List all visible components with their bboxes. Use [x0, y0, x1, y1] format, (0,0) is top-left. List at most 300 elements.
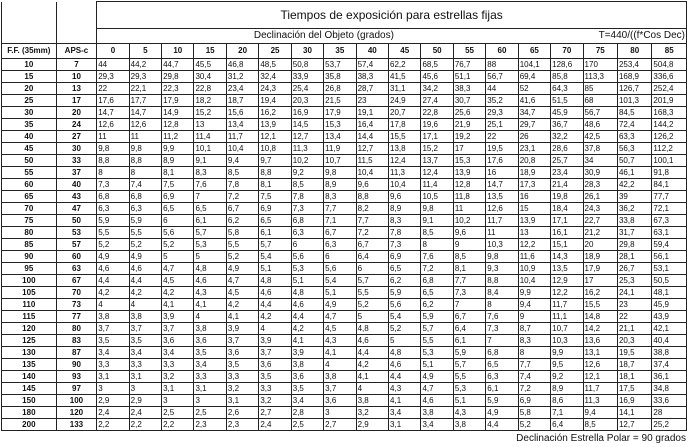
exposure-time-cell: 11 [97, 131, 129, 143]
exposure-time-cell: 18,7 [617, 359, 651, 371]
exposure-time-cell: 9,3 [486, 263, 518, 275]
aps-focal-length: 120 [56, 407, 97, 419]
exposure-time-cell: 4,4 [129, 275, 161, 287]
ff-focal-length: 200 [2, 419, 57, 431]
corner-cell [2, 2, 57, 29]
declination-header: 25 [259, 44, 291, 59]
exposure-time-cell: 4,1 [226, 311, 258, 323]
exposure-time-cell: 4,4 [259, 299, 291, 311]
ff-focal-length: 70 [2, 203, 57, 215]
exposure-time-cell: 5,9 [97, 215, 129, 227]
exposure-time-cell: 11,2 [162, 131, 194, 143]
footer-note: Declinación Estrella Polar = 90 grados [516, 433, 686, 444]
exposure-time-cell: 14,2 [583, 323, 617, 335]
exposure-time-cell: 31,2 [226, 71, 258, 83]
exposure-time-cell: 33,8 [617, 215, 651, 227]
exposure-time-cell: 4,1 [356, 371, 388, 383]
exposure-time-cell: 17,6 [97, 95, 129, 107]
exposure-time-cell: 4,5 [162, 275, 194, 287]
exposure-time-cell: 2,4 [97, 407, 129, 419]
exposure-time-cell: 3,5 [194, 347, 226, 359]
exposure-time-cell: 4,1 [389, 395, 421, 407]
exposure-time-cell: 10,7 [551, 323, 583, 335]
exposure-time-cell: 34,7 [518, 107, 550, 119]
exposure-time-cell: 504,8 [652, 59, 687, 71]
exposure-time-cell: 22 [617, 311, 651, 323]
exposure-time-cell: 11,3 [389, 167, 421, 179]
exposure-time-cell: 17,3 [518, 179, 550, 191]
exposure-time-cell: 7,8 [226, 179, 258, 191]
exposure-time-cell: 13,9 [453, 167, 485, 179]
exposure-time-cell: 21,4 [551, 179, 583, 191]
exposure-time-cell: 56,1 [652, 251, 687, 263]
exposure-time-cell: 62,2 [389, 59, 421, 71]
exposure-time-cell: 5,2 [356, 299, 388, 311]
exposure-time-cell: 21,2 [583, 227, 617, 239]
exposure-time-cell: 11,7 [226, 131, 258, 143]
exposure-time-cell: 6,3 [97, 203, 129, 215]
exposure-time-cell: 6,3 [486, 371, 518, 383]
exposure-time-cell: 48,5 [259, 59, 291, 71]
exposure-time-cell: 17,9 [162, 95, 194, 107]
exposure-time-cell: 4,3 [194, 287, 226, 299]
exposure-time-cell: 126,2 [652, 131, 687, 143]
exposure-time-cell: 20,7 [389, 107, 421, 119]
exposure-time-cell: 7,3 [486, 323, 518, 335]
exposure-time-cell: 4,3 [453, 407, 485, 419]
exposure-time-cell: 8,5 [421, 227, 453, 239]
exposure-time-cell: 6,3 [129, 203, 161, 215]
exposure-time-cell: 3,6 [194, 335, 226, 347]
declination-header: 65 [518, 44, 550, 59]
exposure-time-cell: 11,9 [324, 143, 356, 155]
exposure-time-cell: 76,7 [453, 59, 485, 71]
exposure-time-cell: 8,2 [356, 203, 388, 215]
exposure-time-cell: 12,9 [551, 275, 583, 287]
exposure-time-cell: 19,1 [356, 107, 388, 119]
exposure-time-cell: 12,6 [97, 119, 129, 131]
exposure-time-cell: 12,7 [291, 131, 323, 143]
exposure-time-cell: 3,3 [97, 359, 129, 371]
exposure-time-cell: 5,5 [356, 287, 388, 299]
exposure-time-cell: 3,7 [162, 323, 194, 335]
exposure-time-cell: 2,3 [194, 419, 226, 431]
exposure-time-cell: 22,7 [583, 215, 617, 227]
exposure-time-cell: 28,1 [617, 251, 651, 263]
exposure-time-cell: 26,1 [583, 191, 617, 203]
exposure-time-cell: 11,8 [453, 191, 485, 203]
exposure-time-cell: 3,8 [291, 359, 323, 371]
exposure-time-cell: 2,9 [97, 395, 129, 407]
exposure-time-cell: 22,1 [129, 83, 161, 95]
exposure-time-cell: 4,6 [421, 395, 453, 407]
exposure-time-cell: 59,4 [652, 239, 687, 251]
exposure-time-cell: 10,4 [356, 167, 388, 179]
exposure-time-cell: 6,4 [356, 251, 388, 263]
table-row [2, 131, 687, 143]
exposure-time-cell: 63,3 [617, 131, 651, 143]
exposure-time-cell: 3,6 [259, 359, 291, 371]
exposure-time-cell: 23,4 [551, 167, 583, 179]
exposure-time-cell: 6,5 [194, 203, 226, 215]
exposure-time-cell: 36,1 [652, 371, 687, 383]
exposure-time-cell: 3 [97, 383, 129, 395]
exposure-time-cell: 9,8 [324, 167, 356, 179]
exposure-time-cell: 12,2 [551, 287, 583, 299]
header-aps: APS-c [56, 44, 97, 59]
exposure-time-cell: 4 [194, 311, 226, 323]
ff-focal-length: 45 [2, 143, 57, 155]
exposure-time-cell: 2,2 [97, 419, 129, 431]
aps-focal-length: 43 [56, 191, 97, 203]
exposure-time-cell: 45,9 [652, 299, 687, 311]
exposure-time-cell: 25,7 [551, 155, 583, 167]
exposure-time-cell: 8 [518, 347, 550, 359]
exposure-time-cell: 3,3 [129, 359, 161, 371]
exposure-time-cell: 12,6 [486, 203, 518, 215]
ff-focal-length: 55 [2, 167, 57, 179]
exposure-time-cell: 4,2 [356, 359, 388, 371]
ff-focal-length: 35 [2, 119, 57, 131]
exposure-time-cell: 25,1 [486, 119, 518, 131]
exposure-time-cell: 52 [518, 83, 550, 95]
exposure-time-cell: 24,3 [259, 83, 291, 95]
exposure-time-cell: 19,2 [453, 131, 485, 143]
exposure-time-cell: 252,4 [652, 83, 687, 95]
aps-focal-length: 10 [56, 71, 97, 83]
exposure-time-cell: 8 [97, 167, 129, 179]
exposure-time-cell: 3,4 [129, 347, 161, 359]
exposure-time-cell: 91,8 [652, 167, 687, 179]
exposure-time-cell: 31,7 [617, 227, 651, 239]
exposure-time-cell: 10,9 [518, 263, 550, 275]
exposure-time-cell: 2,9 [129, 395, 161, 407]
exposure-time-cell: 6,8 [486, 347, 518, 359]
exposure-time-cell: 3,7 [226, 335, 258, 347]
declination-header: 50 [421, 44, 453, 59]
exposure-time-cell: 22 [486, 131, 518, 143]
exposure-time-cell: 4,1 [324, 347, 356, 359]
exposure-time-cell: 40,4 [652, 335, 687, 347]
exposure-time-cell: 3,7 [259, 347, 291, 359]
exposure-time-cell: 10,4 [389, 179, 421, 191]
table-row [2, 179, 687, 191]
exposure-time-cell: 29,3 [129, 71, 161, 83]
exposure-time-cell: 23,1 [518, 143, 550, 155]
exposure-time-cell: 12,4 [421, 167, 453, 179]
exposure-time-cell: 13,5 [551, 263, 583, 275]
exposure-time-cell: 34 [583, 155, 617, 167]
exposure-time-cell: 37,4 [652, 359, 687, 371]
exposure-time-cell: 5,1 [453, 395, 485, 407]
exposure-time-cell: 6,8 [421, 275, 453, 287]
aps-focal-length: 87 [56, 347, 97, 359]
exposure-time-cell: 17,5 [617, 383, 651, 395]
exposure-time-cell: 9,4 [583, 407, 617, 419]
exposure-time-cell: 16,9 [291, 107, 323, 119]
table-row [2, 203, 687, 215]
exposure-time-cell: 23 [356, 95, 388, 107]
exposure-time-cell: 18,7 [226, 95, 258, 107]
exposure-time-cell: 12,4 [389, 155, 421, 167]
header-row [2, 44, 687, 59]
exposure-time-cell: 168,3 [652, 107, 687, 119]
aps-focal-length: 24 [56, 119, 97, 131]
exposure-time-cell: 3,1 [162, 383, 194, 395]
exposure-time-cell: 72,1 [652, 203, 687, 215]
exposure-time-cell: 8,3 [518, 335, 550, 347]
exposure-time-cell: 3,1 [194, 383, 226, 395]
exposure-time-cell: 29,3 [97, 71, 129, 83]
exposure-time-cell: 67,3 [652, 215, 687, 227]
exposure-time-cell: 17 [453, 143, 485, 155]
exposure-time-cell: 11,3 [291, 143, 323, 155]
table-row [2, 299, 687, 311]
exposure-time-cell: 5,3 [453, 383, 485, 395]
exposure-time-cell: 69,4 [518, 71, 550, 83]
exposure-time-cell: 12,7 [356, 143, 388, 155]
aps-focal-length: 77 [56, 311, 97, 323]
exposure-time-cell: 11,7 [551, 299, 583, 311]
exposure-time-cell: 32,2 [551, 131, 583, 143]
exposure-time-cell: 56,3 [617, 143, 651, 155]
declination-header: 85 [652, 44, 687, 59]
exposure-time-cell: 4 [129, 299, 161, 311]
exposure-time-cell: 45,5 [194, 59, 226, 71]
exposure-time-cell: 8,5 [583, 419, 617, 431]
exposure-time-cell: 8,3 [324, 191, 356, 203]
exposure-time-cell: 48,6 [583, 119, 617, 131]
exposure-time-cell: 7,2 [421, 263, 453, 275]
exposure-time-cell: 41,5 [389, 71, 421, 83]
exposure-time-cell: 17,9 [324, 107, 356, 119]
exposure-time-cell: 8 [421, 239, 453, 251]
exposure-time-cell: 11,4 [194, 131, 226, 143]
exposure-time-cell: 13,1 [583, 347, 617, 359]
exposure-time-cell: 38,3 [453, 83, 485, 95]
table-row [2, 371, 687, 383]
exposure-time-cell: 15,3 [453, 155, 485, 167]
exposure-time-cell: 13,7 [421, 155, 453, 167]
exposure-time-cell: 9,8 [129, 143, 161, 155]
table-row [2, 227, 687, 239]
declination-header: 0 [97, 44, 129, 59]
exposure-time-cell: 112,2 [652, 143, 687, 155]
exposure-time-cell: 16,4 [356, 119, 388, 131]
exposure-time-cell: 4,8 [259, 275, 291, 287]
exposure-time-cell: 16,1 [551, 227, 583, 239]
exposure-time-cell: 3,6 [291, 371, 323, 383]
exposure-time-cell: 2,9 [356, 419, 388, 431]
ff-focal-length: 110 [2, 299, 57, 311]
exposure-time-cell: 100,1 [652, 155, 687, 167]
exposure-time-cell: 6,2 [389, 275, 421, 287]
exposure-time-cell: 5,4 [324, 275, 356, 287]
exposure-time-cell: 6,9 [162, 191, 194, 203]
exposure-time-cell: 4,4 [291, 311, 323, 323]
exposure-time-cell: 7,6 [194, 179, 226, 191]
exposure-time-cell: 17 [583, 275, 617, 287]
ff-focal-length: 50 [2, 155, 57, 167]
exposure-time-cell: 7,1 [324, 215, 356, 227]
exposure-time-cell: 8,3 [389, 215, 421, 227]
table-row [2, 359, 687, 371]
exposure-time-cell: 8,9 [324, 179, 356, 191]
exposure-time-cell: 6,4 [551, 419, 583, 431]
exposure-time-cell: 29,3 [486, 107, 518, 119]
exposure-time-cell: 3,1 [129, 371, 161, 383]
ff-focal-length: 95 [2, 263, 57, 275]
exposure-time-cell: 9,4 [226, 155, 258, 167]
aps-focal-length: 63 [56, 263, 97, 275]
exposure-time-cell: 2,5 [162, 407, 194, 419]
exposure-time-cell: 4,6 [129, 263, 161, 275]
declination-header: 5 [129, 44, 161, 59]
table-row [2, 251, 687, 263]
table-row [2, 335, 687, 347]
exposure-time-cell: 6,9 [259, 203, 291, 215]
exposure-time-cell: 26 [518, 131, 550, 143]
ff-focal-length: 180 [2, 407, 57, 419]
exposure-time-cell: 12,6 [129, 119, 161, 131]
exposure-time-cell: 22,8 [194, 83, 226, 95]
exposure-time-cell: 18,2 [194, 95, 226, 107]
exposure-time-cell: 9,2 [291, 167, 323, 179]
ff-focal-length: 30 [2, 107, 57, 119]
exposure-time-cell: 5,5 [453, 371, 485, 383]
exposure-time-cell: 4,2 [291, 323, 323, 335]
exposure-time-cell: 13,8 [389, 143, 421, 155]
exposure-time-cell: 13,4 [324, 131, 356, 143]
exposure-time-cell: 4 [97, 299, 129, 311]
exposure-time-cell: 8,1 [453, 263, 485, 275]
exposure-time-cell: 3,9 [259, 335, 291, 347]
exposure-time-cell: 8,8 [259, 167, 291, 179]
exposure-time-cell: 3,3 [226, 371, 258, 383]
exposure-time-cell: 3,2 [226, 383, 258, 395]
exposure-time-cell: 9,9 [518, 287, 550, 299]
exposure-time-cell: 3,4 [389, 407, 421, 419]
exposure-time-cell: 2,4 [129, 407, 161, 419]
exposure-time-cell: 7,3 [97, 179, 129, 191]
exposure-time-cell: 22,8 [421, 107, 453, 119]
exposure-time-cell: 9,4 [518, 299, 550, 311]
exposure-time-cell: 41,6 [518, 95, 550, 107]
exposure-time-cell: 19,5 [617, 347, 651, 359]
exposure-time-cell: 6,8 [291, 215, 323, 227]
exposure-time-cell: 72,4 [617, 119, 651, 131]
exposure-time-cell: 3,8 [324, 371, 356, 383]
exposure-time-cell: 4,8 [291, 287, 323, 299]
exposure-time-cell: 5,6 [291, 251, 323, 263]
exposure-time-cell: 5,2 [162, 239, 194, 251]
exposure-time-cell: 14,1 [617, 407, 651, 419]
exposure-time-cell: 68,5 [421, 59, 453, 71]
exposure-time-cell: 16,2 [259, 107, 291, 119]
aps-focal-length: 7 [56, 59, 97, 71]
exposure-time-cell: 8,8 [486, 275, 518, 287]
exposure-time-cell: 45,9 [551, 107, 583, 119]
exposure-time-cell: 8,1 [259, 179, 291, 191]
exposure-time-cell: 3,4 [194, 359, 226, 371]
exposure-time-cell: 4,2 [162, 287, 194, 299]
exposure-time-cell: 5,7 [356, 275, 388, 287]
exposure-time-cell: 38,8 [652, 347, 687, 359]
exposure-time-cell: 5,7 [259, 239, 291, 251]
exposure-time-cell: 17,1 [551, 215, 583, 227]
declination-header: 80 [617, 44, 651, 59]
exposure-time-cell: 9,6 [356, 179, 388, 191]
exposure-time-cell: 3,8 [356, 395, 388, 407]
exposure-time-cell: 15 [518, 203, 550, 215]
exposure-time-cell: 25,2 [652, 419, 687, 431]
exposure-time-cell: 4,4 [356, 347, 388, 359]
exposure-time-cell: 3,8 [129, 311, 161, 323]
exposure-time-cell: 3,6 [324, 395, 356, 407]
exposure-time-cell: 5 [162, 251, 194, 263]
exposure-time-cell: 8,8 [97, 155, 129, 167]
exposure-time-cell: 10,3 [551, 335, 583, 347]
ff-focal-length: 85 [2, 239, 57, 251]
corner-cell [56, 2, 97, 29]
header-ff: F.F. (35mm) [2, 44, 57, 59]
exposure-time-cell: 5,7 [421, 323, 453, 335]
exposure-time-cell: 5,1 [291, 275, 323, 287]
exposure-time-cell: 5,7 [194, 227, 226, 239]
exposure-time-cell: 9,1 [421, 215, 453, 227]
exposure-time-cell: 42,5 [583, 131, 617, 143]
exposure-time-cell: 57,4 [356, 59, 388, 71]
exposure-time-cell: 11,7 [486, 215, 518, 227]
exposure-time-cell: 3,7 [97, 323, 129, 335]
exposure-time-cell: 2,4 [259, 419, 291, 431]
exposure-time-cell: 5,9 [389, 287, 421, 299]
table-row [2, 143, 687, 155]
exposure-time-cell: 5,6 [162, 227, 194, 239]
aps-focal-length: 40 [56, 179, 97, 191]
exposure-time-cell: 45,6 [421, 71, 453, 83]
exposure-time-cell: 101,3 [617, 95, 651, 107]
exposure-time-cell: 4 [324, 359, 356, 371]
exposure-time-cell: 21,1 [617, 323, 651, 335]
exposure-time-cell: 3 [324, 407, 356, 419]
exposure-time-cell: 4,7 [324, 311, 356, 323]
exposure-time-cell: 17,9 [583, 263, 617, 275]
exposure-time-cell: 6,9 [389, 251, 421, 263]
exposure-time-cell: 18,9 [583, 251, 617, 263]
exposure-time-cell: 17,7 [129, 95, 161, 107]
exposure-time-cell: 64,3 [551, 83, 583, 95]
exposure-time-cell: 15,5 [389, 131, 421, 143]
exposure-time-cell: 9,8 [421, 203, 453, 215]
exposure-time-cell: 3,5 [259, 371, 291, 383]
exposure-time-cell: 6,1 [486, 383, 518, 395]
exposure-time-cell: 4,2 [129, 287, 161, 299]
exposure-time-cell: 6,1 [259, 227, 291, 239]
exposure-time-cell: 7 [486, 335, 518, 347]
declination-subtitle: Declinación del Objeto (grados) [97, 29, 551, 44]
exposure-time-cell: 7 [453, 299, 485, 311]
exposure-time-cell: 4,6 [291, 299, 323, 311]
exposure-time-cell: 5,3 [421, 347, 453, 359]
exposure-time-cell: 39 [617, 191, 651, 203]
exposure-time-cell: 3,9 [291, 347, 323, 359]
exposure-time-cell: 15,2 [421, 143, 453, 155]
exposure-time-cell: 9,9 [551, 347, 583, 359]
exposure-time-cell: 4,9 [421, 371, 453, 383]
exposure-time-cell: 7,8 [291, 191, 323, 203]
table-title: Tiempos de exposición para estrellas fijas [97, 2, 687, 29]
